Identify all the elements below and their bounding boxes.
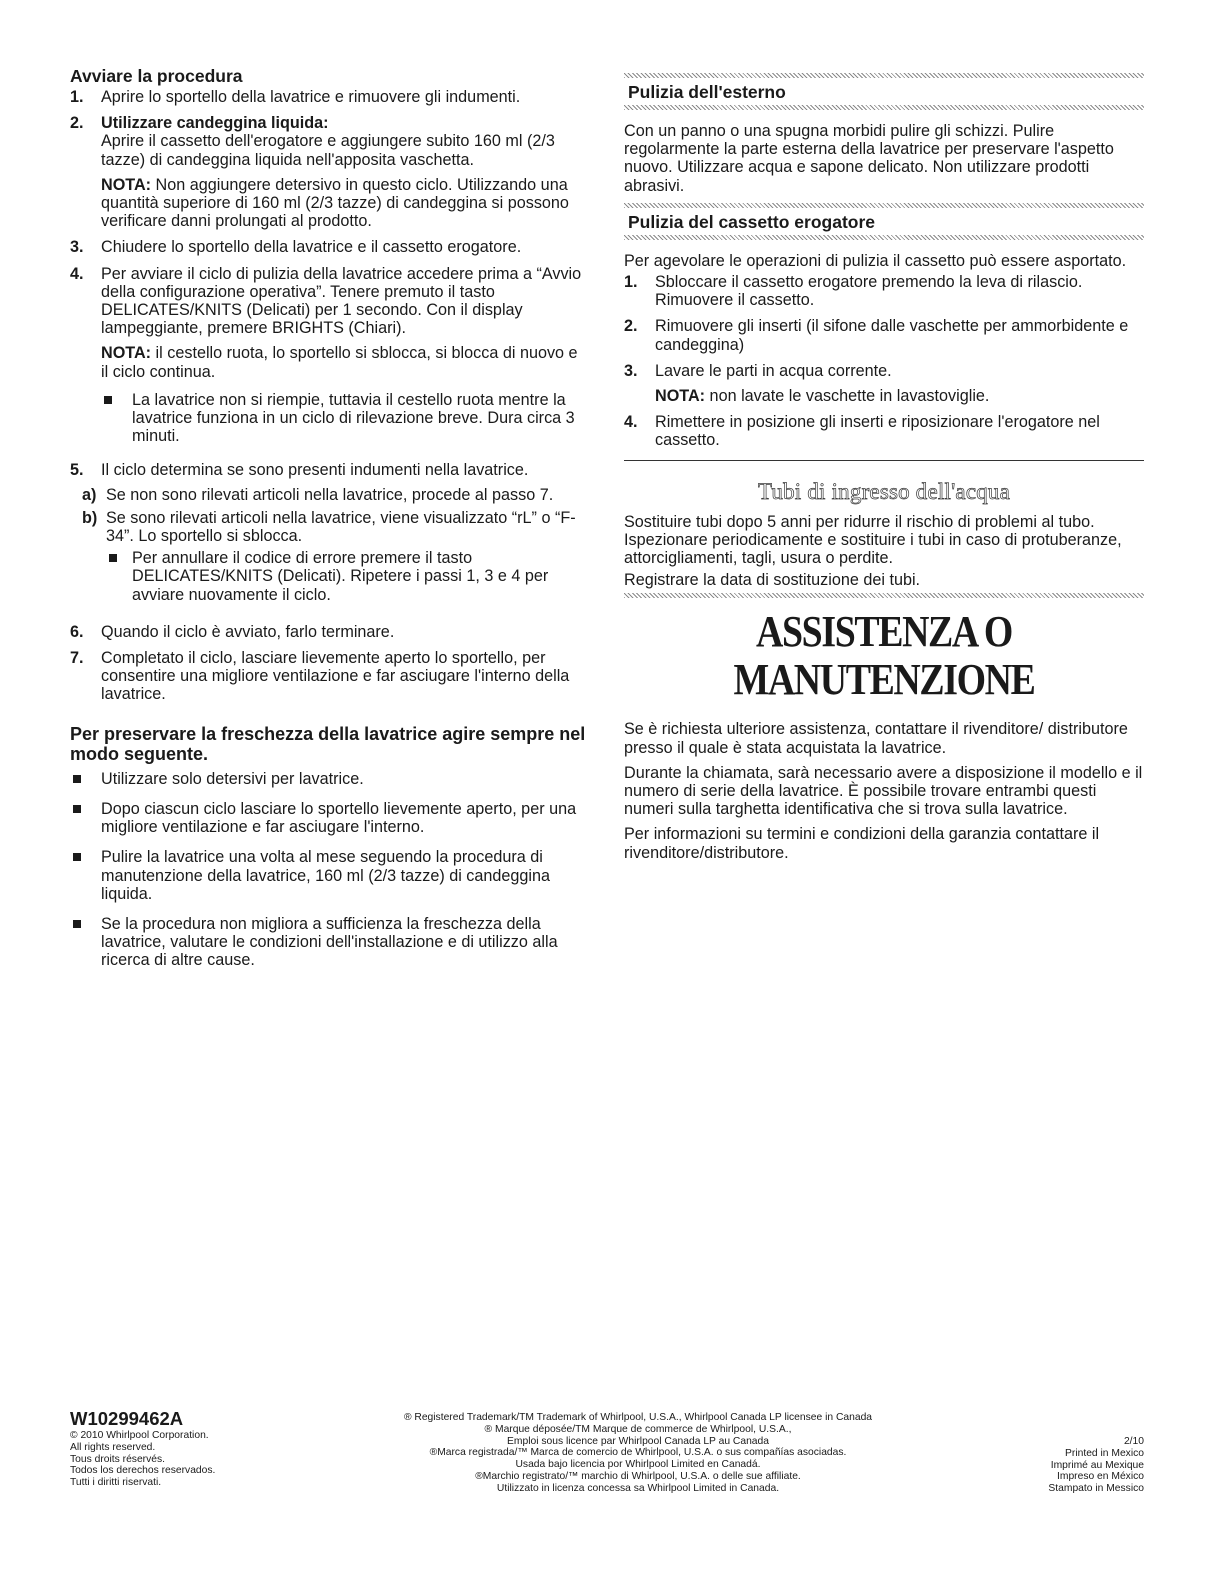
step-6: 6. Quando il ciclo è avviato, farlo terminare. <box>70 622 395 641</box>
right-column <box>624 73 1144 862</box>
procedure-heading: Avviare la procedura <box>70 66 243 86</box>
hoses-text-2: Registrare la data di sostituzione dei tubi. <box>624 571 921 590</box>
hoses-heading: Tubi di ingresso dell'acqua <box>757 478 1011 504</box>
trademark-block: ® Registered Trademark/TM Trademark of Whirlpool, U.S.A., Whirlpool Canada LP licensee in Canada ® Marque déposée/TM Marque de commerce de Whirlpool, U.S.A., Emploi sous licence par Whirlpool Canada LP au Canada ®Marca registrada/™ Marca de comercio de Whirlpool, U.S.A. o sus compañías asociadas. Usada bajo licencia por Whirlpool Limited en Canadá. ®Marchio registrato/™ marchio di Whirlpool, U.S.A. o delle sue affiliate. Utilizzato in licenza concessa sa Whirlpool Limited in Canada. <box>403 1412 873 1494</box>
bullet-square-icon <box>106 549 132 604</box>
step-5-a: a) Se non sono rilevati articoli nella lavatrice, procede al passo 7. <box>82 485 554 504</box>
service-title: ASSISTENZA O MANUTENZIONE <box>733 607 1035 705</box>
drawer-note: NOTA: non lavate le vaschette in lavastoviglie. <box>655 387 990 406</box>
service-paragraph-1: Se è richiesta ulteriore assistenza, contattare il rivenditore/ distributore presso il quale è stata acquistata la lavatrice. <box>624 720 1128 757</box>
freshness-heading: Per preservare la freschezza della lavatrice agire sempre nel modo seguente. <box>70 723 586 764</box>
print-info-block: 2/10 Printed in Mexico Imprimé au Mexique Impreso en México Stampato in Messico <box>1048 1436 1144 1495</box>
drawer-intro: Per agevolare le operazioni di pulizia il cassetto può essere asportato. <box>624 251 1127 270</box>
step-5: 5. Il ciclo determina se sono presenti indumenti nella lavatrice. <box>70 461 586 479</box>
step-2-title: Utilizzare candeggina liquida: <box>101 114 329 133</box>
freshness-item: Se la procedura non migliora a sufficienza la freschezza della lavatrice, valutare le condizioni dell'installazione e di utilizzo alla ricerca di altre cause. <box>70 915 586 970</box>
section-divider <box>624 235 1144 240</box>
exterior-text: Con un panno o una spugna morbidi pulire gli schizzi. Pulire regolarmente la parte esterna della lavatrice per preservare l'aspetto nuovo. Utilizzare acqua e sapone delicato. Non utilizzare prodotti abrasivi. <box>624 122 1114 195</box>
step-1: 1. Aprire lo sportello della lavatrice e rimuovere gli indumenti. <box>70 88 586 106</box>
step-3: 3. Chiudere lo sportello della lavatrice e il cassetto erogatore. <box>70 238 586 256</box>
freshness-item: Utilizzare solo detersivi per lavatrice. <box>70 770 586 788</box>
step-1-text: Aprire lo sportello della lavatrice e rimuovere gli indumenti. <box>101 88 521 106</box>
bullet-square-icon <box>70 915 101 970</box>
footer <box>70 1408 1144 1508</box>
step-4: 4. Per avviare il ciclo di pulizia della lavatrice accedere prima a “Avvio della configurazione operativa”. Tenere premuto il tasto DELICATES/KNITS (Delicati) per 1 secondo. Con il display lampeggiante, premere BRIGHTS (Chiari). NOTA: il cestello ruota, lo sportello si sblocca, si blocca di nuovo e il ciclo continua. La lavatrice non si riempie, tuttavia il cestello ruota mentre la lavatrice funziona in un ciclo di rilevazione breve. Dura circa 3 minuti. <box>70 265 586 454</box>
step-2-note: NOTA: Non aggiungere detersivo in questo ciclo. Utilizzando una quantità superiore di 160 ml (2/3 tazze) di candeggina si possono verificare danni prolungati al prodotto. <box>101 175 569 231</box>
drawer-heading: Pulizia del cassetto erogatore <box>628 211 876 232</box>
section-divider <box>624 105 1144 110</box>
step-5-text: Il ciclo determina se sono presenti indumenti nella lavatrice. <box>101 461 529 480</box>
service-paragraph-2: Durante la chiamata, sarà necessario avere a disposizione il modello e il numero di serie della lavatrice. È possibile trovare entrambi questi numeri sulla targhetta identificativa che si trova sulla lavatrice. <box>624 763 1143 819</box>
drawer-step-1: 1. Sbloccare il cassetto erogatore premendo la leva di rilascio. Rimuovere il cassetto. <box>624 273 1083 310</box>
bullet-square-icon <box>70 770 101 788</box>
step-5-b-bullet: Per annullare il codice di errore premere il tasto DELICATES/KNITS (Delicati). Ripetere i passi 1, 3 e 4 per avviare nuovamente il ciclo. <box>106 549 586 604</box>
step-2: 2. Utilizzare candeggina liquida: Aprire il cassetto dell'erogatore e aggiungere subito 160 ml (2/3 tazze) di candeggina liquida nell'apposita vaschetta. NOTA: Non aggiungere detersivo in questo ciclo. Utilizzando una quantità superiore di 160 ml (2/3 tazze) di candeggina si possono verificare danni prolungati al prodotto. <box>70 114 586 230</box>
bullet-square-icon <box>70 800 101 836</box>
step-4-text: Per avviare il ciclo di pulizia della lavatrice accedere prima a “Avvio della configurazione operativa”. Tenere premuto il tasto DELICATES/KNITS (Delicati) per 1 secondo. Con il display lampeggiante, premere BRIGHTS (Chiari). <box>101 264 582 338</box>
drawer-step-3: 3. Lavare le parti in acqua corrente. NOTA: non lavate le vaschette in lavastoviglie. <box>624 362 1144 405</box>
step-5-substeps <box>82 486 586 618</box>
section-divider <box>624 73 1144 78</box>
section-divider <box>624 203 1144 208</box>
drawer-step-2: 2. Rimuovere gli inserti (il sifone dalle vaschette per ammorbidente e candeggina) <box>624 317 1129 354</box>
step-5-b: b) Se sono rilevati articoli nella lavatrice, viene visualizzato “rL” o “F-34”. Lo sportello si sblocca. Per annullare il codice di errore premere il tasto DELICATES/KNITS (Delicati). Ripetere i passi 1, 3 e 4 per avviare nuovamente il ciclo. <box>82 509 586 618</box>
part-number: W10299462A <box>70 1408 184 1429</box>
step-3-text: Chiudere lo sportello della lavatrice e il cassetto erogatore. <box>101 238 522 257</box>
copyright-block: © 2010 Whirlpool Corporation. All rights reserved. Tous droits réservés. Todos los derechos reservados. Tutti i diritti riservati. <box>70 1430 216 1489</box>
step-4-note: NOTA: il cestello ruota, lo sportello si sblocca, si blocca di nuovo e il ciclo continua. <box>101 344 578 381</box>
section-rule <box>624 460 1144 461</box>
hoses-text: Sostituire tubi dopo 5 anni per ridurre il rischio di problemi al tubo. Ispezionare periodicamente e sostituire i tubi in caso di protuberanze, attorcigliamenti, tagli, usura o perdite. <box>624 512 1122 568</box>
drawer-step-4: 4. Rimettere in posizione gli inserti e riposizionare l'erogatore nel cassetto. <box>624 413 1100 450</box>
step-2-text: Aprire il cassetto dell'erogatore e aggiungere subito 160 ml (2/3 tazze) di candeggina liquida nell'apposita vaschetta. <box>101 132 555 169</box>
exterior-heading: Pulizia dell'esterno <box>628 82 786 102</box>
step-7: 7. Completato il ciclo, lasciare lievemente aperto lo sportello, per consentire una migliore ventilazione e far asciugare l'interno della lavatrice. <box>70 649 570 704</box>
step-4-bullet: La lavatrice non si riempie, tuttavia il cestello ruota mentre la lavatrice funziona in un ciclo di rilevazione breve. Dura circa 3 minuti. <box>101 391 586 446</box>
section-divider <box>624 593 1144 598</box>
left-column <box>70 64 586 978</box>
service-paragraph-3: Per informazioni su termini e condizioni della garanzia contattare il rivenditore/distributore. <box>624 825 1100 862</box>
bullet-square-icon <box>101 391 132 446</box>
bullet-square-icon <box>70 848 101 903</box>
freshness-item: Pulire la lavatrice una volta al mese seguendo la procedura di manutenzione della lavatrice, 160 ml (2/3 tazze) di candeggina liquida. <box>70 848 586 903</box>
freshness-item: Dopo ciascun ciclo lasciare lo sportello lievemente aperto, per una migliore ventilazione e far asciugare l'interno. <box>70 800 586 836</box>
